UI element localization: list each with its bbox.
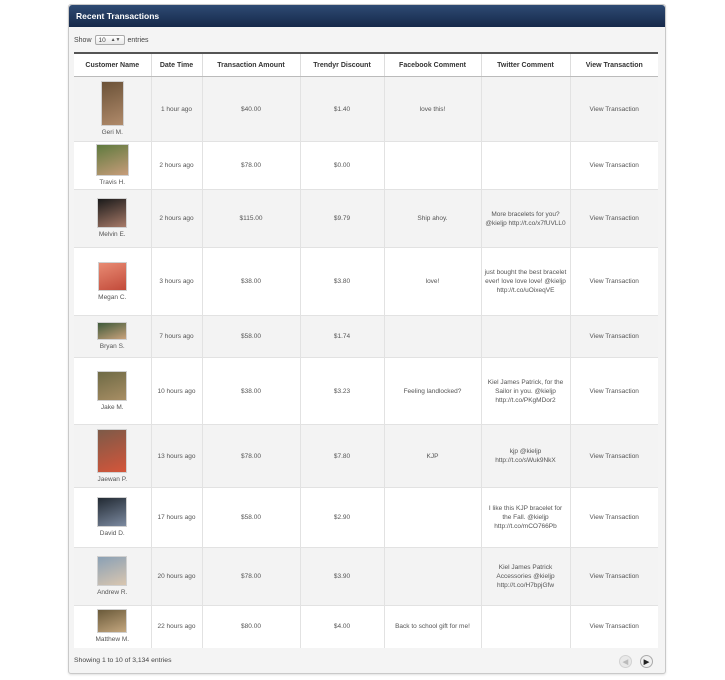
twitter-comment-cell xyxy=(481,77,570,142)
discount-cell: $0.00 xyxy=(300,142,384,190)
amount-cell: $78.00 xyxy=(202,142,300,190)
column-header[interactable]: Transaction Amount xyxy=(202,53,300,77)
customer-name: Megan C. xyxy=(98,293,127,301)
customer-name: Melvin E. xyxy=(98,231,126,238)
facebook-comment-cell xyxy=(384,548,481,606)
customer xyxy=(77,609,148,644)
column-header[interactable]: Date Time xyxy=(151,53,202,77)
customer-cell xyxy=(74,548,151,606)
table-row xyxy=(74,548,658,606)
amount-cell: $38.00 xyxy=(202,248,300,316)
avatar xyxy=(97,497,127,527)
avatar xyxy=(101,81,124,126)
customer-cell xyxy=(74,425,151,488)
show-label: Show xyxy=(74,36,92,44)
amount-cell: $58.00 xyxy=(202,316,300,358)
column-header[interactable]: Facebook Comment xyxy=(384,53,481,77)
discount-cell: $3.80 xyxy=(300,248,384,316)
amount-cell: $80.00 xyxy=(202,606,300,648)
customer-cell xyxy=(74,248,151,316)
facebook-comment-cell: love! xyxy=(384,248,481,316)
twitter-comment-cell xyxy=(481,316,570,358)
entries-label: entries xyxy=(127,36,149,44)
customer-cell xyxy=(74,358,151,425)
date-time-cell: 13 hours ago xyxy=(151,425,202,488)
twitter-comment-cell xyxy=(481,142,570,190)
customer xyxy=(77,198,148,239)
date-time-cell: 2 hours ago xyxy=(151,190,202,248)
table-row xyxy=(74,425,658,488)
panel-title: Recent Transactions xyxy=(69,5,665,27)
facebook-comment-cell: Back to school gift for me! xyxy=(384,606,481,648)
customer-name: Jake M. xyxy=(100,403,124,411)
arrow-right-icon[interactable]: ▶ xyxy=(640,655,653,668)
customer-cell xyxy=(74,190,151,248)
facebook-comment-cell: KJP xyxy=(384,425,481,488)
date-time-cell: 3 hours ago xyxy=(151,248,202,316)
twitter-comment-cell: kjp @kieljp http://t.co/sWuk9NkX xyxy=(481,425,570,488)
date-time-cell: 10 hours ago xyxy=(151,358,202,425)
view-transaction-link[interactable]: View Transaction xyxy=(570,77,658,142)
amount-cell: $40.00 xyxy=(202,77,300,142)
view-transaction-link[interactable]: View Transaction xyxy=(570,488,658,548)
column-header[interactable]: Twitter Comment xyxy=(481,53,570,77)
table-info: Showing 1 to 10 of 3,134 entries xyxy=(74,657,172,664)
customer-cell xyxy=(74,77,151,142)
view-transaction-link[interactable]: View Transaction xyxy=(570,248,658,316)
column-header[interactable]: Trendyr Discount xyxy=(300,53,384,77)
facebook-comment-cell xyxy=(384,488,481,548)
discount-cell: $2.90 xyxy=(300,488,384,548)
date-time-cell: 20 hours ago xyxy=(151,548,202,606)
customer-cell xyxy=(74,488,151,548)
discount-cell: $3.23 xyxy=(300,358,384,425)
arrow-left-icon[interactable]: ◀ xyxy=(619,655,632,668)
avatar xyxy=(97,429,127,473)
entries-select[interactable] xyxy=(95,35,125,45)
discount-cell: $7.80 xyxy=(300,425,384,488)
table-header-row xyxy=(74,53,658,77)
customer-name: Bryan S. xyxy=(99,343,125,350)
table-row xyxy=(74,606,658,648)
customer-name: David D. xyxy=(99,530,125,537)
discount-cell: $9.79 xyxy=(300,190,384,248)
date-time-cell: 22 hours ago xyxy=(151,606,202,648)
table-row xyxy=(74,77,658,142)
date-time-cell: 17 hours ago xyxy=(151,488,202,548)
length-control xyxy=(74,33,149,47)
customer xyxy=(77,322,148,351)
column-header[interactable]: Customer Name xyxy=(74,53,151,77)
twitter-comment-cell: I like this KJP bracelet for the Fall. @kieljp http://t.co/mCO766Pb xyxy=(481,488,570,548)
discount-cell: $1.40 xyxy=(300,77,384,142)
twitter-comment-cell: Kiel James Patrick, for the Sailor in you. @kieljp http://t.co/PKgMDor2 xyxy=(481,358,570,425)
customer-cell xyxy=(74,142,151,190)
facebook-comment-cell: Ship ahoy. xyxy=(384,190,481,248)
date-time-cell: 1 hour ago xyxy=(151,77,202,142)
customer-name: Geri M. xyxy=(101,129,123,136)
recent-transactions-panel xyxy=(68,4,666,674)
view-transaction-link[interactable]: View Transaction xyxy=(570,425,658,488)
pagination xyxy=(619,655,653,668)
customer xyxy=(77,262,148,302)
discount-cell: $1.74 xyxy=(300,316,384,358)
view-transaction-link[interactable]: View Transaction xyxy=(570,142,658,190)
avatar xyxy=(97,609,127,633)
discount-cell: $3.90 xyxy=(300,548,384,606)
table-row xyxy=(74,358,658,425)
customer-name: Travis H. xyxy=(99,179,126,186)
table-row xyxy=(74,142,658,190)
table-row xyxy=(74,488,658,548)
amount-cell: $38.00 xyxy=(202,358,300,425)
customer-name: Jaewan P. xyxy=(97,475,127,483)
customer-name: Andrew R. xyxy=(97,589,128,596)
avatar xyxy=(97,556,127,586)
view-transaction-link[interactable]: View Transaction xyxy=(570,358,658,425)
avatar xyxy=(98,262,127,291)
customer xyxy=(77,371,148,412)
avatar xyxy=(97,371,127,401)
customer xyxy=(77,144,148,187)
column-header[interactable]: View Transaction xyxy=(570,53,658,77)
view-transaction-link[interactable]: View Transaction xyxy=(570,316,658,358)
amount-cell: $115.00 xyxy=(202,190,300,248)
entries-select-value: 10 xyxy=(98,36,106,44)
avatar xyxy=(97,322,127,340)
view-transaction-link[interactable]: View Transaction xyxy=(570,548,658,606)
facebook-comment-cell: love this! xyxy=(384,77,481,142)
date-time-cell: 2 hours ago xyxy=(151,142,202,190)
twitter-comment-cell xyxy=(481,606,570,648)
view-transaction-link[interactable]: View Transaction xyxy=(570,606,658,648)
avatar xyxy=(96,144,129,176)
facebook-comment-cell xyxy=(384,316,481,358)
customer-cell xyxy=(74,316,151,358)
customer xyxy=(77,556,148,597)
amount-cell: $58.00 xyxy=(202,488,300,548)
customer xyxy=(77,497,148,538)
customer-name: Matthew M. xyxy=(95,636,130,644)
table-row xyxy=(74,248,658,316)
discount-cell: $4.00 xyxy=(300,606,384,648)
amount-cell: $78.00 xyxy=(202,548,300,606)
table-row xyxy=(74,190,658,248)
customer xyxy=(77,429,148,484)
customer xyxy=(77,81,148,137)
twitter-comment-cell: Kiel James Patrick Accessories @kieljp http://t.co/H7bpjGfw xyxy=(481,548,570,606)
twitter-comment-cell: just bought the best bracelet ever! love love love! @kieljp http://t.co/uOixeqVE xyxy=(481,248,570,316)
avatar xyxy=(97,198,127,228)
facebook-comment-cell: Feeling landlocked? xyxy=(384,358,481,425)
date-time-cell: 7 hours ago xyxy=(151,316,202,358)
chevron-updown-icon: ▲▼ xyxy=(110,37,121,43)
facebook-comment-cell xyxy=(384,142,481,190)
view-transaction-link[interactable]: View Transaction xyxy=(570,190,658,248)
table-row xyxy=(74,316,658,358)
twitter-comment-cell: More bracelets for you? @kieljp http://t.co/x7fUVLL0 xyxy=(481,190,570,248)
customer-cell xyxy=(74,606,151,648)
transactions-table xyxy=(74,52,658,648)
amount-cell: $78.00 xyxy=(202,425,300,488)
